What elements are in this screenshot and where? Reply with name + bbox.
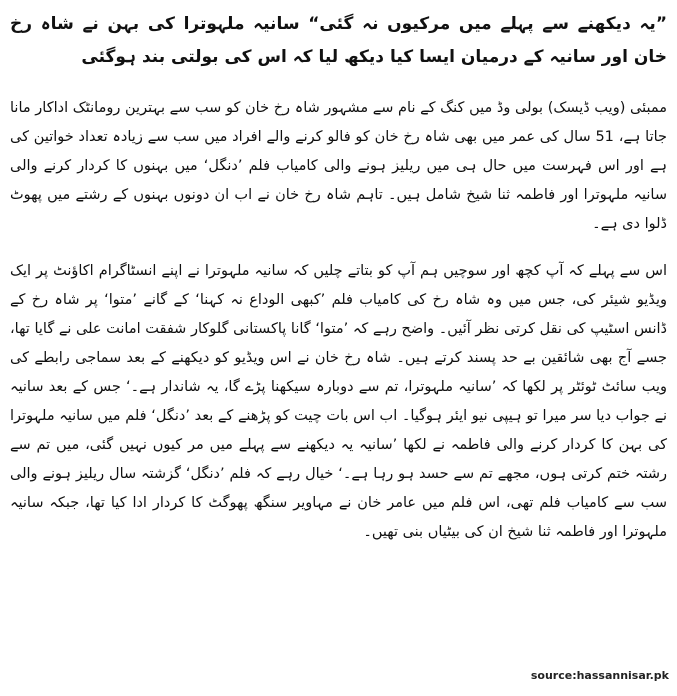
article-paragraph-1: ممبئی (ویب ڈیسک) بولی وڈ میں کنگ کے نام سے مشہور شاہ رخ خان کو سب سے بہترین رومانٹک اداکار مانا جاتا ہے، 51 سال کی عمر میں بھی شاہ رخ خان کو فالو کرنے والے افراد میں سب سے زیادہ تعداد خواتین کی ہے اور اس فہرست میں حال ہی میں ریلیز ہونے والی کامیاب فلم ’دنگل‘ میں بہنوں کا کردار کرنے والی سانیہ ملہوترا اور فاطمہ ثنا شیخ شامل ہیں۔ تاہم شاہ رخ خان نے اب ان دونوں بہنوں کے رشتے میں پھوٹ ڈلوا دی ہے۔ [10, 100, 667, 232]
source-credit: source:hassannisar.pk [530, 669, 669, 682]
article [10, 8, 667, 565]
article-headline: ”یہ دیکھنے سے پہلے میں مرکیوں نہ گئی“ سانیہ ملہوترا کی بہن نے شاہ رخ خان اور سانیہ کے درمیان ایسا کیا دیکھ لیا کہ اس کی بولتی بند ہوگئی [10, 14, 667, 67]
article-paragraph-2: اس سے پہلے کہ آپ کچھ اور سوچیں ہم آپ کو بتاتے چلیں کہ سانیہ ملہوترا نے اپنے انسٹاگرام اکاؤنٹ پر ایک ویڈیو شیئر کی، جس میں وہ شاہ رخ کی کامیاب فلم ’کبھی الوداع نہ کہنا‘ کے گانے ’متوا‘ پر شاہ رخ کے ڈانس اسٹیپ کی نقل کرتی نظر آئیں۔ واضح رہے کہ ’متوا‘ گانا پاکستانی گلوکار شفقت امانت علی نے گایا تھا، جسے آج بھی شائقین بے حد پسند کرتے ہیں۔ شاہ رخ خان نے اس ویڈیو کو دیکھنے کے بعد سماجی رابطے کی ویب سائٹ ٹوئٹر پر لکھا کہ ’سانیہ ملہوترا، تم سے دوبارہ سیکھنا پڑے گا، یہ شاندار ہے۔‘ جس کے بعد سانیہ نے جواب دیا سر میرا تو ہیپی نیو ایئر ہوگیا۔ اب اس بات چیت کو پڑھنے کے بعد ’دنگل‘ فلم میں سانیہ ملہوترا کی بہن کا کردار کرنے والی فاطمہ نے لکھا ’سانیہ یہ دیکھنے سے پہلے میں مر کیوں نہیں گئی، میں تم سے رشتہ ختم کرتی ہوں، مجھے تم سے حسد ہو رہا ہے۔‘ خیال رہے کہ فلم ’دنگل‘ گزشتہ سال ریلیز ہونے والی سب سے کامیاب فلم تھی، اس فلم میں عامر خان نے مہاویر سنگھ پھوگٹ کا کردار ادا کیا تھا، جبکہ سانیہ ملہوترا اور فاطمہ ثنا شیخ ان کی بیٹیاں بنی تھیں۔ [10, 263, 667, 540]
